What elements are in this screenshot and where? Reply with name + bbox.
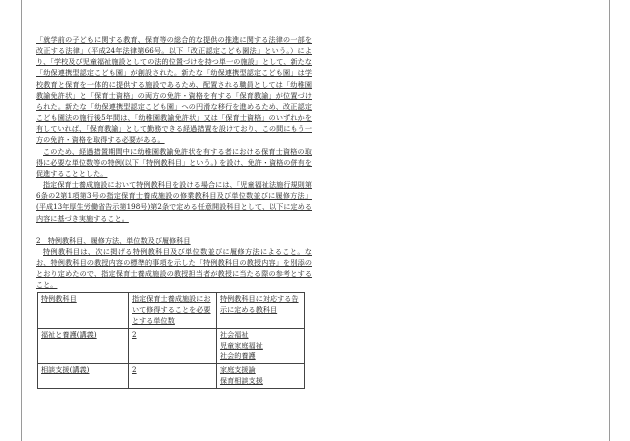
section-paragraph: 特例教科目は、次に掲げる特例教科目及び単位数並びに履修方法によること。なお、特例教科目の教授内容の標準的事項を示した「特例教科目の教授内容」を別添のとおり定めたので、指定保育士養成施設の教授担当者が教授に当たる際の参考とすること。 xyxy=(36,246,312,290)
related-item: 社会福祉 xyxy=(219,329,249,339)
related-item: 保育相談支援 xyxy=(219,376,263,386)
right-margin-line xyxy=(609,0,610,441)
header-cell-related: 特例教科目に対応する告示に定める教科目 xyxy=(216,293,304,328)
related-item: 家庭支援論 xyxy=(219,365,256,375)
cell-related xyxy=(216,328,304,363)
cell-units: 2 xyxy=(128,364,216,389)
section-heading: 2 特例教科目、履修方法、単位数及び履修科目 xyxy=(36,235,191,245)
cell-related xyxy=(216,364,304,389)
table-row xyxy=(38,364,305,389)
cell-subject: 相談支援(講義) xyxy=(38,364,129,389)
related-item: 社会的養護 xyxy=(219,351,256,361)
related-item: 児童家庭福祉 xyxy=(219,340,263,350)
left-margin-line xyxy=(21,0,22,441)
header-cell-subject: 特例教科目 xyxy=(38,293,129,328)
spacer xyxy=(36,224,312,235)
cell-units: 2 xyxy=(128,328,216,363)
table-row xyxy=(38,328,305,363)
header-cell-units: 指定保育士養成施設において修得することを必要とする単位数 xyxy=(128,293,216,328)
subject-table xyxy=(37,292,305,388)
table-header-row xyxy=(38,293,305,328)
document-body xyxy=(36,34,312,389)
paragraph-1: 「就学前の子どもに関する教育、保育等の総合的な提供の推進に関する法律の一部を改正する法律」（平成24年法律第66号。以下「改正認定こども園法」という。）により、「学校及び児童福祉施設としての法的位置づけを持つ単一の施設」として、新たな「幼保連携型認定こども園」が創設された。新たな「幼保連携型認定こども園」は学校教育と保育を一体的に提供する施設であるため、配置される職員としては「幼稚園教諭免許状」と「保育士資格」の両方の免許・資格を有する「保育教諭」が位置づけられた。新たな「幼保連携型認定こども園」への円滑な移行を進めるため、改正認定こども園法の施行後5年間は、「幼稚園教諭免許状」又は「保育士資格」のいずれかを有していれば、「保育教諭」として勤務できる経過措置を設けており、この間にもう一方の免許・資格を取得する必要がある。 xyxy=(36,35,312,145)
paragraph-2: このため、経過措置期間中に幼稚園教諭免許状を有する者における保育士資格の取得に必要な単位数等の特例(以下「特例教科目」という。) を設け、免許・資格の併有を促進することとした。 xyxy=(36,146,312,178)
cell-subject: 福祉と養護(講義) xyxy=(38,328,129,363)
paragraph-3: 指定保育士養成施設において特例教科目を設ける場合には、「児童福祉法施行規則第6条の2第1項第3号の指定保育士養成施設の修業教科目及び単位数並びに履修方法」(平成13年厚生労働省告示第198号)第2条で定める任意開設科目として、以下に定める内容に基づき実施すること。 xyxy=(36,180,312,223)
